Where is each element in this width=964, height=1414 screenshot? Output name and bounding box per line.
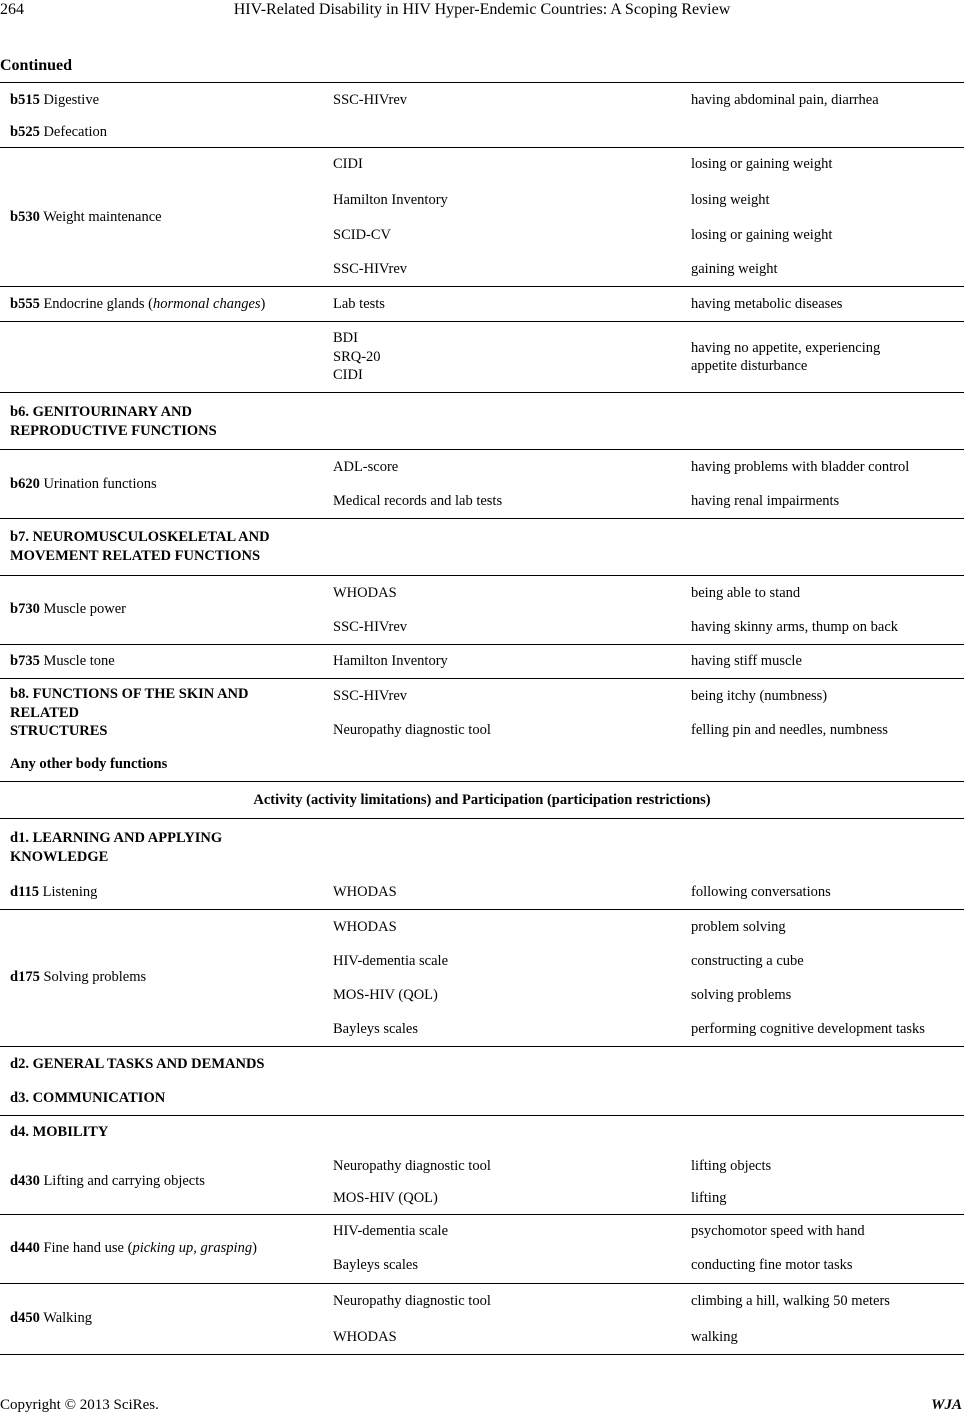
row-b530-tool: SCID-CV (333, 227, 392, 243)
row-b530-tool: Hamilton Inventory (333, 192, 448, 208)
row-d440-label: d440 Fine hand use (picking up, grasping) (10, 1240, 257, 1256)
row-d450-tool: WHODAS (333, 1329, 397, 1345)
table-rule (0, 147, 964, 148)
row-d450-label: d450 Walking (10, 1310, 92, 1326)
row-b8-tool: SSC-HIVrev (333, 688, 408, 704)
row-b530-desc: losing weight (691, 192, 770, 208)
row-b8-desc: being itchy (numbness) (691, 688, 828, 704)
row-b555-desc: having metabolic diseases (691, 296, 843, 312)
table-rule (0, 575, 964, 576)
row-b735-label: b735 Muscle tone (10, 653, 115, 669)
row-b515-label: b515 Digestive (10, 92, 100, 108)
row-b730-desc: being able to stand (691, 585, 801, 601)
section-heading-b8: RELATED (10, 705, 80, 721)
row-b620-desc: having problems with bladder control (691, 459, 910, 475)
table-rule (0, 818, 964, 819)
section-heading-b7: b7. NEUROMUSCULOSKELETAL AND (10, 529, 270, 545)
row-d115-label: d115 Listening (10, 884, 98, 900)
row-b555-label: b555 Endocrine glands (hormonal changes) (10, 296, 266, 312)
row-b515-desc: having abdominal pain, diarrhea (691, 92, 879, 108)
table-rule (0, 644, 964, 645)
copyright: Copyright © 2013 SciRes. (0, 1397, 159, 1413)
table-rule (0, 1283, 964, 1284)
row-d115-desc: following conversations (691, 884, 831, 900)
table-rule (0, 518, 964, 519)
row-d450-tool: Neuropathy diagnostic tool (333, 1293, 491, 1309)
row-b735-desc: having stiff muscle (691, 653, 802, 669)
section-heading-d3: d3. COMMUNICATION (10, 1090, 166, 1106)
section-heading-d1: d1. LEARNING AND APPLYING (10, 830, 223, 846)
table-rule (0, 678, 964, 679)
row-b730-desc: having skinny arms, thump on back (691, 619, 899, 635)
row-b530-desc: gaining weight (691, 261, 778, 277)
activity-heading: Activity (activity limitations) and Participation (participation restrictions) (253, 792, 711, 808)
row-b620-tool: Medical records and lab tests (333, 493, 503, 509)
section-heading-b7: MOVEMENT RELATED FUNCTIONS (10, 548, 261, 564)
row-b735-tool: Hamilton Inventory (333, 653, 448, 669)
journal-abbrev: WJA (931, 1397, 962, 1413)
row-d175-tool: WHODAS (333, 919, 397, 935)
row-d175-desc: problem solving (691, 919, 786, 935)
section-heading-d1: KNOWLEDGE (10, 849, 109, 865)
row-d450-desc: climbing a hill, walking 50 meters (691, 1293, 890, 1309)
row-d175-desc: performing cognitive development tasks (691, 1021, 925, 1037)
table-rule (0, 781, 964, 782)
row-d175-desc: solving problems (691, 987, 792, 1003)
table-rule (0, 286, 964, 287)
row-b730-tool: SSC-HIVrev (333, 619, 408, 635)
row-d430-desc: lifting (691, 1190, 727, 1206)
row-b730-label: b730 Muscle power (10, 601, 126, 617)
row-b730-tool: WHODAS (333, 585, 397, 601)
row-d175-tool: MOS-HIV (QOL) (333, 987, 438, 1003)
row-b530-tool: SSC-HIVrev (333, 261, 408, 277)
table-rule (0, 909, 964, 910)
row-d115-tool: WHODAS (333, 884, 397, 900)
row-d430-label: d430 Lifting and carrying objects (10, 1173, 205, 1189)
section-heading-d2: d2. GENERAL TASKS AND DEMANDS (10, 1056, 265, 1072)
row-d440-tool: Bayleys scales (333, 1257, 418, 1273)
row-d430-desc: lifting objects (691, 1158, 772, 1174)
row-d440-desc: psychomotor speed with hand (691, 1223, 865, 1239)
running-title: HIV-Related Disability in HIV Hyper-Endemic Countries: A Scoping Review (233, 1, 731, 18)
table-rule (0, 321, 964, 322)
row-appetite-tool: BDI (333, 330, 358, 346)
row-d175-label: d175 Solving problems (10, 969, 147, 985)
row-b525-label: b525 Defecation (10, 124, 108, 140)
section-heading-b8: b8. FUNCTIONS OF THE SKIN AND (10, 686, 249, 702)
table-top-rule (0, 82, 964, 83)
row-d450-desc: walking (691, 1329, 738, 1345)
row-appetite-tool: SRQ-20 (333, 349, 381, 365)
section-heading-b6: REPRODUCTIVE FUNCTIONS (10, 423, 217, 439)
row-b555-tool: Lab tests (333, 296, 385, 312)
other-body-functions: Any other body functions (10, 756, 168, 772)
row-d175-tool: HIV-dementia scale (333, 953, 449, 969)
table-bottom-rule (0, 1354, 964, 1355)
row-d430-tool: Neuropathy diagnostic tool (333, 1158, 491, 1174)
row-b530-tool: CIDI (333, 156, 363, 172)
row-appetite-tool: CIDI (333, 367, 363, 383)
table-rule (0, 392, 964, 393)
row-d430-tool: MOS-HIV (QOL) (333, 1190, 438, 1206)
row-d440-desc: conducting fine motor tasks (691, 1257, 853, 1273)
row-b530-label: b530 Weight maintenance (10, 209, 162, 225)
row-d440-tool: HIV-dementia scale (333, 1223, 449, 1239)
table-rule (0, 1214, 964, 1215)
row-b530-desc: losing or gaining weight (691, 227, 833, 243)
table-rule (0, 1115, 964, 1116)
row-b620-desc: having renal impairments (691, 493, 840, 509)
row-b8-desc: felling pin and needles, numbness (691, 722, 888, 738)
table-rule (0, 449, 964, 450)
row-b620-label: b620 Urination functions (10, 476, 157, 492)
row-d175-desc: constructing a cube (691, 953, 804, 969)
row-d175-tool: Bayleys scales (333, 1021, 418, 1037)
table-rule (0, 1046, 964, 1047)
row-appetite-desc: having no appetite, experiencing (691, 340, 881, 356)
row-b530-desc: losing or gaining weight (691, 156, 833, 172)
section-heading-b8: STRUCTURES (10, 723, 108, 739)
section-heading-b6: b6. GENITOURINARY AND (10, 404, 192, 420)
section-heading-d4: d4. MOBILITY (10, 1124, 109, 1140)
row-b620-tool: ADL-score (333, 459, 399, 475)
page-number: 264 (0, 1, 24, 18)
row-b8-tool: Neuropathy diagnostic tool (333, 722, 491, 738)
continued-label: Continued (0, 57, 73, 74)
row-b515-tool: SSC-HIVrev (333, 92, 408, 108)
row-appetite-desc: appetite disturbance (691, 358, 808, 374)
